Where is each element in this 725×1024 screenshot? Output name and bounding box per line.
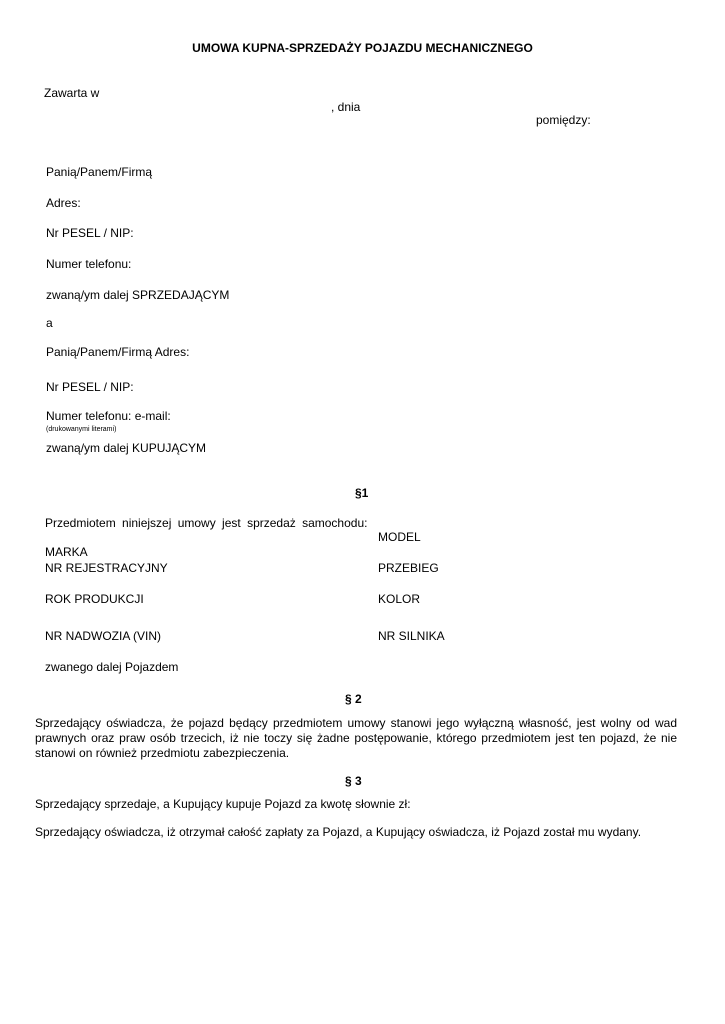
seller-pesel-label: Nr PESEL / NIP: (46, 226, 134, 240)
section2-text: Sprzedający oświadcza, że pojazd będący przedmiotem umowy stanowi jego wyłączną własność, jest wolny od wad prawnych oraz praw osób trzecich, iż nie toczy się żadne postępowanie, którego przedmiotem jest ten pojazd, że nie stanowi on również przedmiotu zabezpieczenia. (35, 716, 677, 760)
buyer-role: zwaną/ym dalej KUPUJĄCYM (46, 441, 207, 455)
field-nr-silnika: NR SILNIKA (378, 629, 445, 643)
buyer-phone-email-label: Numer telefonu: e-mail: (46, 409, 171, 423)
field-nr-rejestracyjny: NR REJESTRACYJNY (45, 561, 168, 575)
field-model: MODEL (378, 530, 421, 544)
zawarta-w-label: Zawarta w (44, 86, 100, 100)
section3-line1: Sprzedający sprzedaje, a Kupujący kupuje Pojazd za kwotę słownie zł: (35, 797, 411, 811)
seller-role: zwaną/ym dalej SPRZEDAJĄCYM (46, 288, 230, 302)
field-przebieg: PRZEBIEG (378, 561, 439, 575)
buyer-name-address-label: Panią/Panem/Firmą Adres: (46, 345, 190, 359)
seller-name-label: Panią/Panem/Firmą (46, 165, 153, 179)
section1-closing: zwanego dalej Pojazdem (45, 660, 179, 674)
pomiedzy-label: pomiędzy: (536, 113, 591, 127)
buyer-pesel-label: Nr PESEL / NIP: (46, 380, 134, 394)
field-nr-nadwozia: NR NADWOZIA (VIN) (45, 629, 161, 643)
section2-heading: § 2 (345, 692, 362, 706)
buyer-print-note: (drukowanymi literami) (46, 426, 117, 433)
section1-heading: §1 (355, 486, 369, 500)
seller-address-label: Adres: (46, 196, 81, 210)
document-title: UMOWA KUPNA-SPRZEDAŻY POJAZDU MECHANICZNEGO (192, 41, 533, 55)
seller-phone-label: Numer telefonu: (46, 257, 132, 271)
conjunction-a: a (46, 316, 53, 330)
section1-intro: Przedmiotem niniejszej umowy jest sprzedaż samochodu: (45, 516, 368, 530)
section3-heading: § 3 (345, 774, 362, 788)
dnia-label: , dnia (331, 100, 361, 114)
section3-line2: Sprzedający oświadcza, iż otrzymał całość zapłaty za Pojazd, a Kupujący oświadcza, iż Pojazd został mu wydany. (35, 825, 642, 839)
field-marka: MARKA (45, 545, 88, 559)
field-kolor: KOLOR (378, 592, 421, 606)
field-rok-produkcji: ROK PRODUKCJI (45, 592, 144, 606)
